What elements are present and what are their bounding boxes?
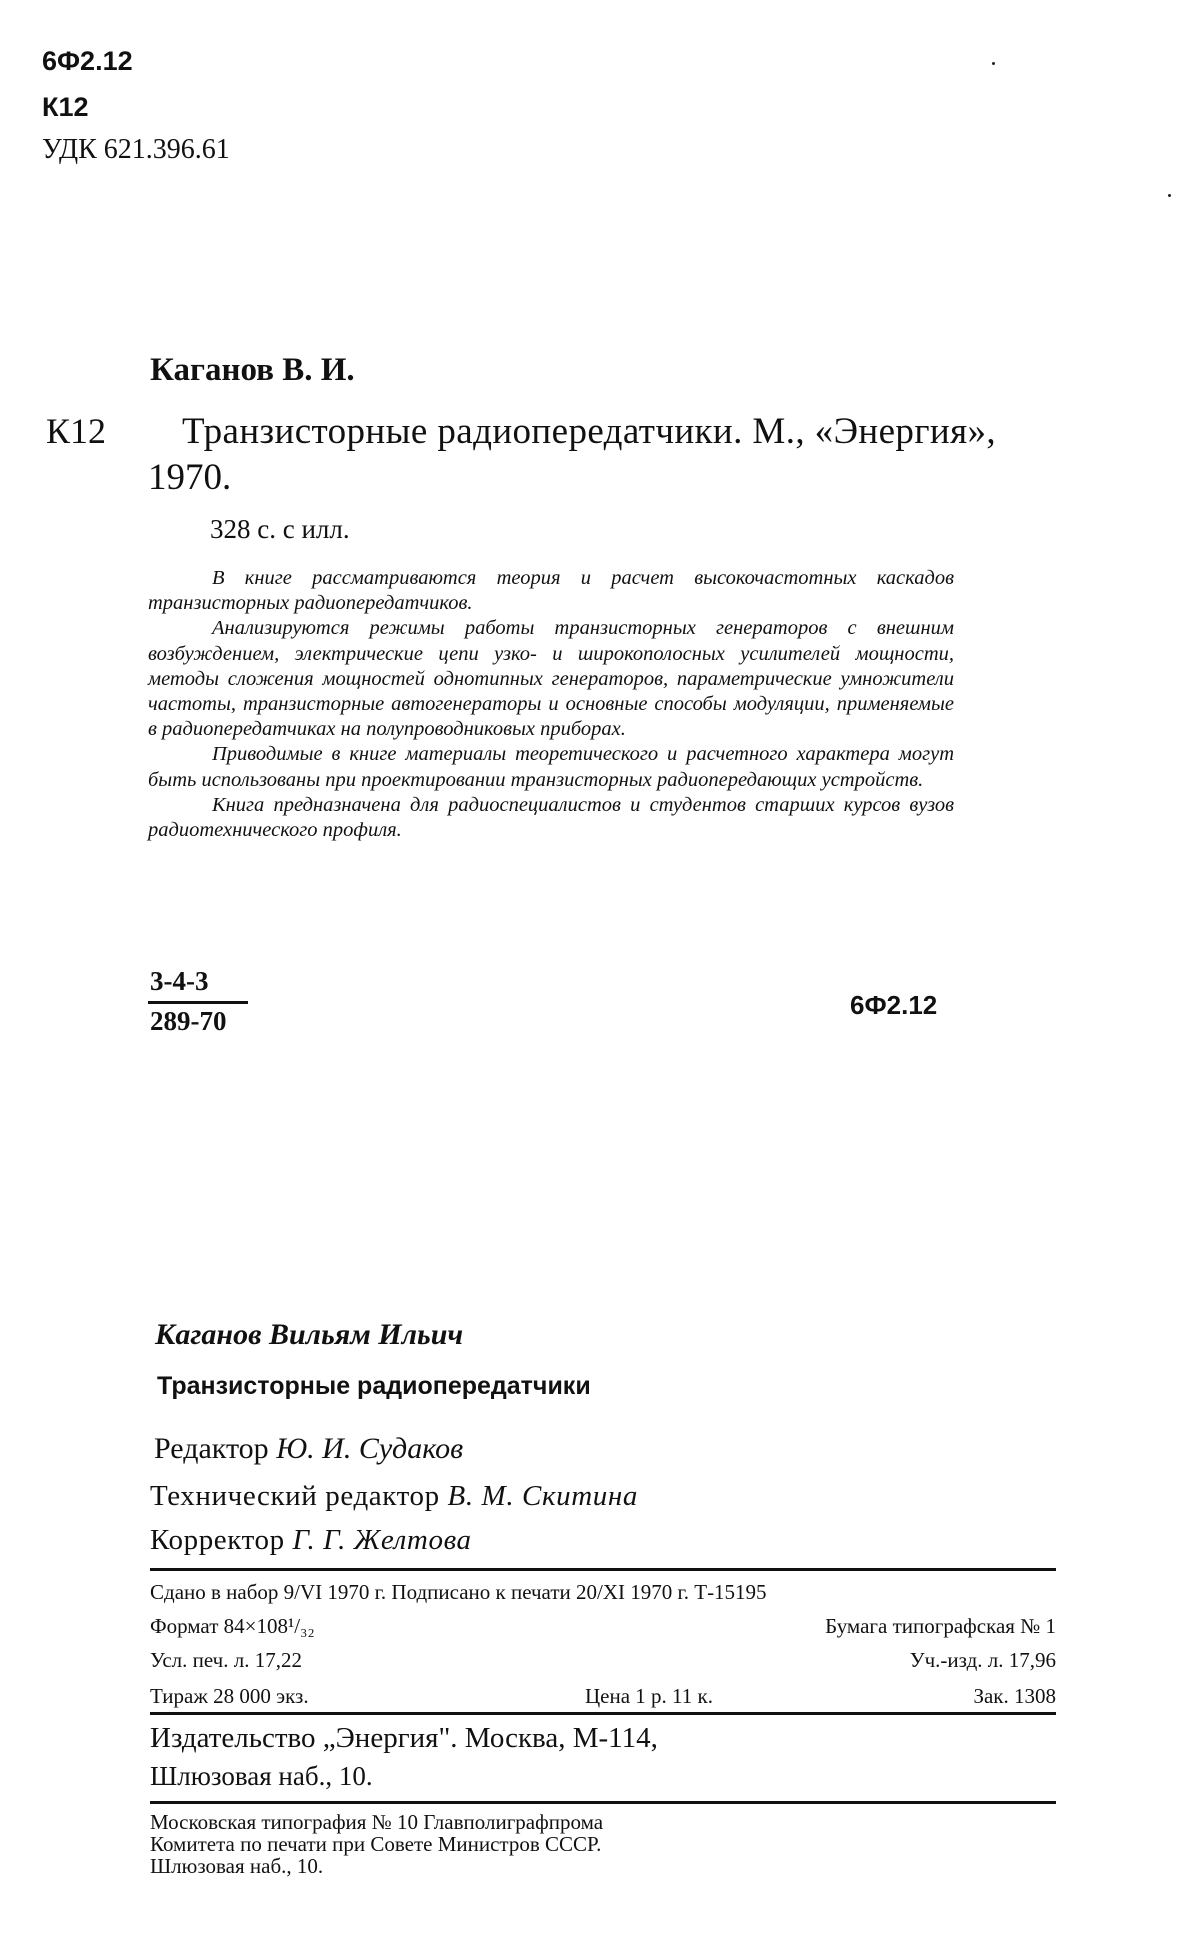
card-index-fraction <box>148 966 248 1037</box>
divider <box>150 1568 1056 1571</box>
divider <box>150 1712 1056 1715</box>
divider <box>150 1801 1056 1804</box>
abstract-paragraph: В книге рассматриваются теория и расчет высокочастотных каскадов транзисторных радиопередатчиков. <box>148 567 954 615</box>
card-year: 1970. <box>148 457 232 498</box>
card-abstract <box>148 566 954 843</box>
card-pages: 328 с. с илл. <box>210 514 350 544</box>
printer-address: Шлюзовая наб., 10. <box>150 1854 324 1878</box>
editor-label: Редактор <box>154 1432 269 1465</box>
print-sheets: Усл. печ. л. 17,22 <box>150 1648 302 1672</box>
printer-line: Комитета по печати при Совете Министров СССР. <box>150 1832 602 1856</box>
fraction-bar <box>148 1001 248 1004</box>
print-format: Формат 84×108¹/₃₂ <box>150 1614 315 1638</box>
card-title-line: Транзисторные радиопередатчики. М., «Энергия», <box>182 411 997 452</box>
publisher-address: Шлюзовая наб., 10. <box>150 1761 373 1791</box>
price: Цена 1 р. 11 к. <box>585 1684 713 1708</box>
card-author: Каганов В. И. <box>150 352 355 388</box>
fraction-denominator: 289-70 <box>150 1006 227 1036</box>
corrector-name: Г. Г. Желтова <box>292 1524 472 1556</box>
publisher-sheets: Уч.-изд. л. 17,96 <box>909 1648 1056 1672</box>
fraction-numerator: 3-4-3 <box>150 966 209 996</box>
tech-editor-name: В. М. Скитина <box>447 1480 638 1512</box>
printer-line: Московская типография № 10 Главполиграфпрома <box>150 1810 604 1834</box>
print-dates: Сдано в набор 9/VI 1970 г. Подписано к печати 20/XI 1970 г. Т-15195 <box>150 1580 767 1604</box>
abstract-paragraph: Анализируются режимы работы транзисторных генераторов с внешним возбуждением, электрические цепи узко- и широкополосных усилителей мощности, методы сложения мощностей однотипных генераторов, параметрические умножители частоты, транзисторные автогенераторы и основные способы модуляции, применяемые в радиопередатчиках на полупроводниковых приборах. <box>148 617 954 741</box>
scan-speck <box>992 62 995 65</box>
print-run: Тираж 28 000 экз. <box>150 1684 309 1708</box>
publisher-line: Издательство „Энергия". Москва, М-114, <box>150 1722 658 1754</box>
bbk-code: 6Ф2.12 <box>42 46 133 76</box>
card-author-sign: К12 <box>46 411 107 451</box>
colophon-title: Транзисторные радиопередатчики <box>157 1372 591 1400</box>
order-number: Зак. 1308 <box>973 1684 1056 1708</box>
abstract-paragraph: Книга предназначена для радиоспециалистов и студентов старших курсов вузов радиотехнического профиля. <box>148 793 954 842</box>
tech-editor-label: Технический редактор <box>150 1480 440 1512</box>
paper-type: Бумага типографская № 1 <box>825 1614 1056 1638</box>
colophon-tech-editor <box>150 1480 638 1513</box>
colophon-corrector <box>150 1524 472 1557</box>
author-sign-code: К12 <box>42 92 89 122</box>
colophon-editor <box>154 1432 463 1466</box>
scan-speck <box>1168 194 1171 197</box>
abstract-paragraph: Приводимые в книге материалы теоретического и расчетного характера могут быть использованы при проектировании транзисторных радиопередающих устройств. <box>148 743 954 791</box>
colophon-author: Каганов Вильям Ильич <box>155 1318 464 1351</box>
editor-name: Ю. И. Судаков <box>276 1432 464 1465</box>
udc-code: УДК 621.396.61 <box>42 134 230 165</box>
card-bbk-code: 6Ф2.12 <box>850 990 938 1020</box>
corrector-label: Корректор <box>150 1524 285 1556</box>
